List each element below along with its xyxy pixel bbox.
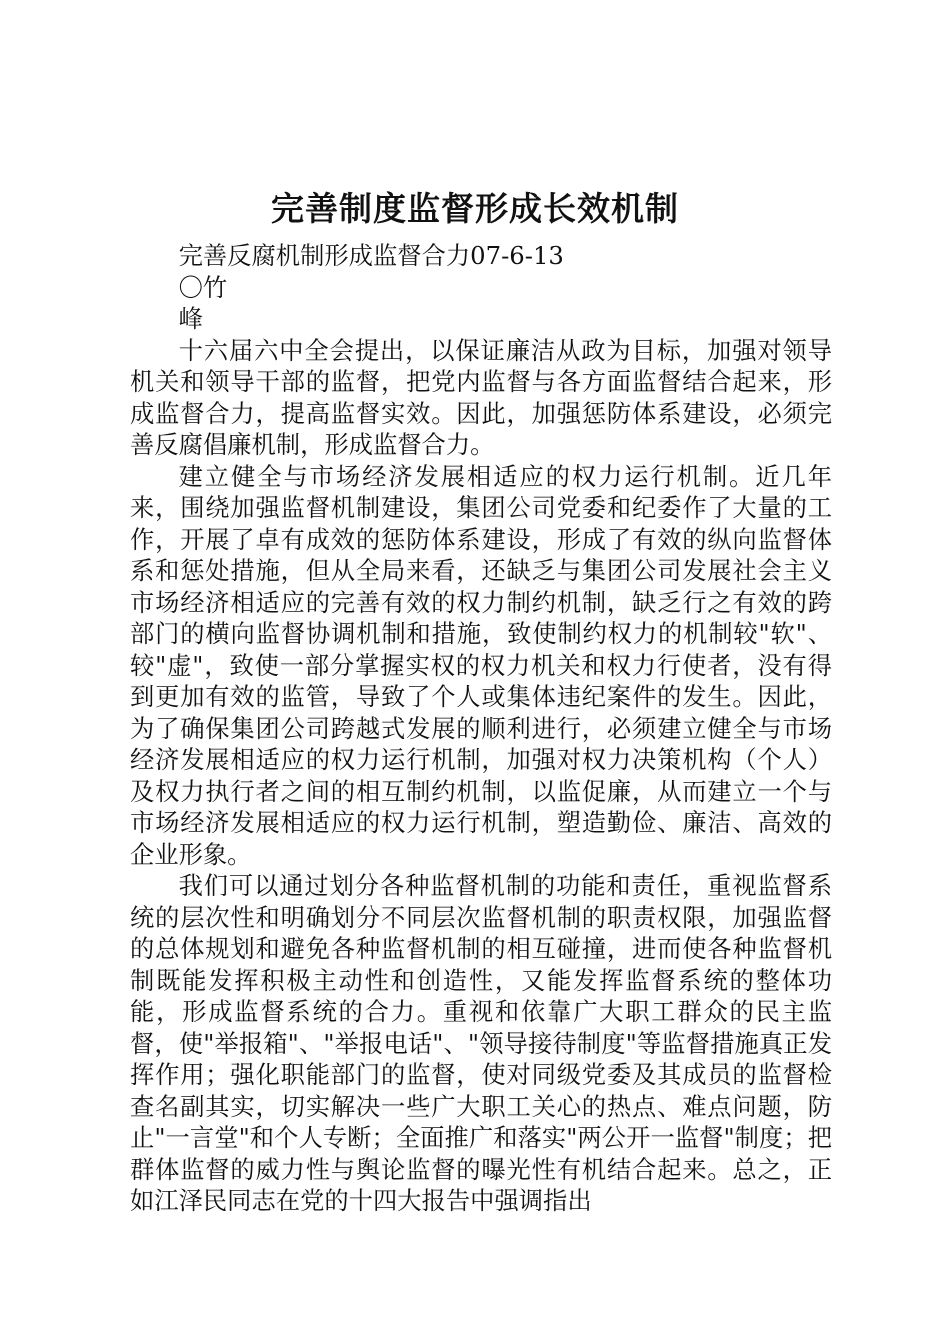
document-title: 完善制度监督形成长效机制	[271, 189, 679, 228]
author-line-2: 峰	[178, 304, 203, 333]
paragraph-1: 十六届六中全会提出，以保证廉洁从政为目标，加强对领导机关和领导干部的监督，把党内监督与各方面监督结合起来，形成监督合力，提高监督实效。因此，加强惩防体系建设，必须完善反腐倡廉机制，形成监督合力。	[130, 335, 832, 459]
source-date-line: 完善反腐机制形成监督合力07-6-13	[178, 241, 564, 270]
document-body	[130, 240, 832, 1217]
paragraph-3: 我们可以通过划分各种监督机制的功能和责任，重视监督系统的层次性和明确划分不同层次监督机制的职责权限，加强监督的总体规划和避免各种监督机制的相互碰撞，进而使各种监督机制既能发挥积极主动性和创造性，又能发挥监督系统的整体功能，形成监督系统的合力。重视和依靠广大职工群众的民主监督，使"举报箱"、"举报电话"、"领导接待制度"等监督措施真正发挥作用；强化职能部门的监督，使对同级党委及其成员的监督检查名副其实，切实解决一些广大职工关心的热点、难点问题，防止"一言堂"和个人专断；全面推广和落实"两公开一监督"制度；把群体监督的威力性与舆论监督的曝光性有机结合起来。总之，正如江泽民同志在党的十四大报告中强调指出	[130, 871, 832, 1215]
author-line-1: 〇竹	[178, 272, 228, 302]
paragraph-2: 建立健全与市场经济发展相适应的权力运行机制。近几年来，围绕加强监督机制建设，集团公司党委和纪委作了大量的工作，开展了卓有成效的惩防体系建设，形成了有效的纵向监督体系和惩处措施，但从全局来看，还缺乏与集团公司发展社会主义市场经济相适应的完善有效的权力制约机制，缺乏行之有效的跨部门的横向监督协调机制和措施，致使制约权力的机制较"软"、较"虚"，致使一部分掌握实权的权力机关和权力行使者，没有得到更加有效的监管，导致了个人或集体违纪案件的发生。因此，为了确保集团公司跨越式发展的顺利进行，必须建立健全与市场经济发展相适应的权力运行机制，加强对权力决策机构（个人）及权力执行者之间的相互制约机制，以监促廉，从而建立一个与市场经济发展相适应的权力运行机制，塑造勤俭、廉洁、高效的企业形象。	[130, 461, 832, 869]
